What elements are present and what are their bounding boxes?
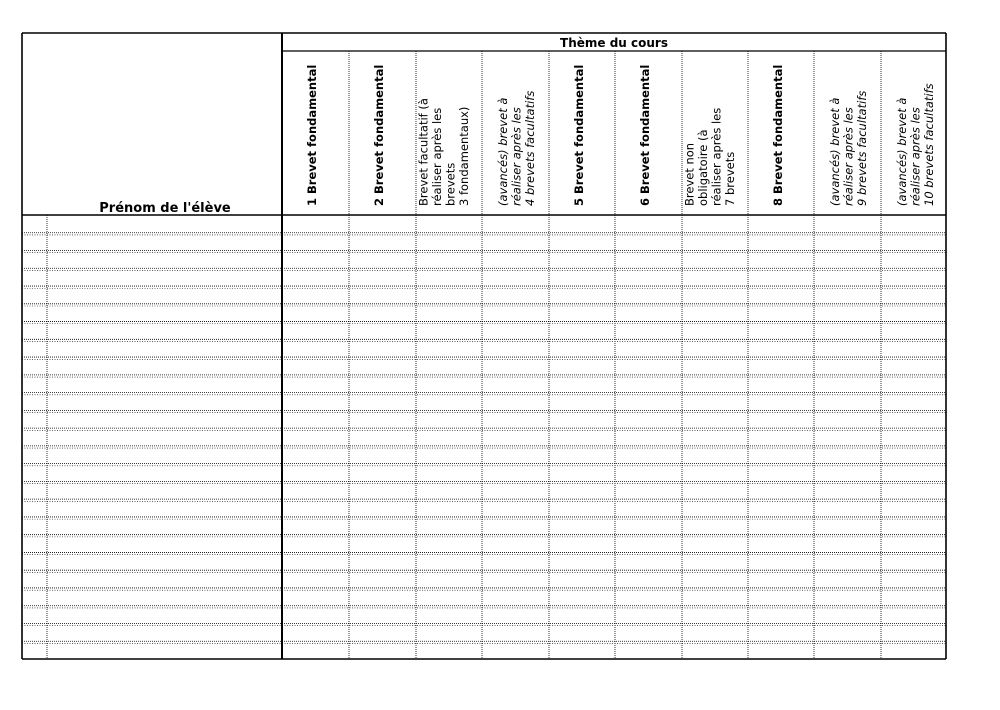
course-column-header-6 [638,65,652,206]
course-header-line: réaliser après les [430,107,444,206]
course-header-line: 8 Brevet fondamental [771,64,785,206]
course-header-line: 2 Brevet fondamental [372,64,386,206]
course-header-line: brevets [443,162,458,206]
course-column-header-5 [572,65,586,206]
course-header-line: réaliser après les [908,107,923,206]
course-column-header-9 [828,91,869,206]
course-header-line: 3 fondamentaux) [457,106,471,206]
course-header-line: 1 Brevet fondamental [305,64,319,206]
course-column-header-7 [683,108,738,206]
course-header-line: 7 brevets [723,151,737,206]
course-header-line: réaliser après les [709,107,724,206]
course-column-header-4 [496,91,537,206]
course-column-header-8 [771,65,785,206]
course-header-line: (avancés) brevet à [895,97,909,206]
course-header-line: obligatoire (à [696,129,710,206]
course-column-header-10 [895,83,936,206]
student-name-header: Prénom de l'élève [99,201,231,216]
course-header-line: 4 brevets facultatifs [523,90,537,206]
course-header-line: réaliser après les [841,107,856,206]
course-column-header-3 [417,98,472,206]
course-header-line: (avancés) brevet à [496,97,510,206]
course-header-line: réaliser après les [509,107,524,206]
course-header-line: Brevet facultatif (à [416,98,431,206]
course-header-line: 9 brevets facultatifs [855,90,869,206]
course-column-header-1 [305,65,319,206]
course-header-line: 5 Brevet fondamental [572,64,586,206]
course-header-line: 6 Brevet fondamental [638,64,652,206]
course-header-line: Brevet non [682,142,697,206]
course-column-header-2 [372,65,386,206]
theme-header: Thème du cours [560,36,668,50]
course-header-line: 10 brevets facultatifs [922,83,936,206]
course-header-line: (avancés) brevet à [828,97,842,206]
